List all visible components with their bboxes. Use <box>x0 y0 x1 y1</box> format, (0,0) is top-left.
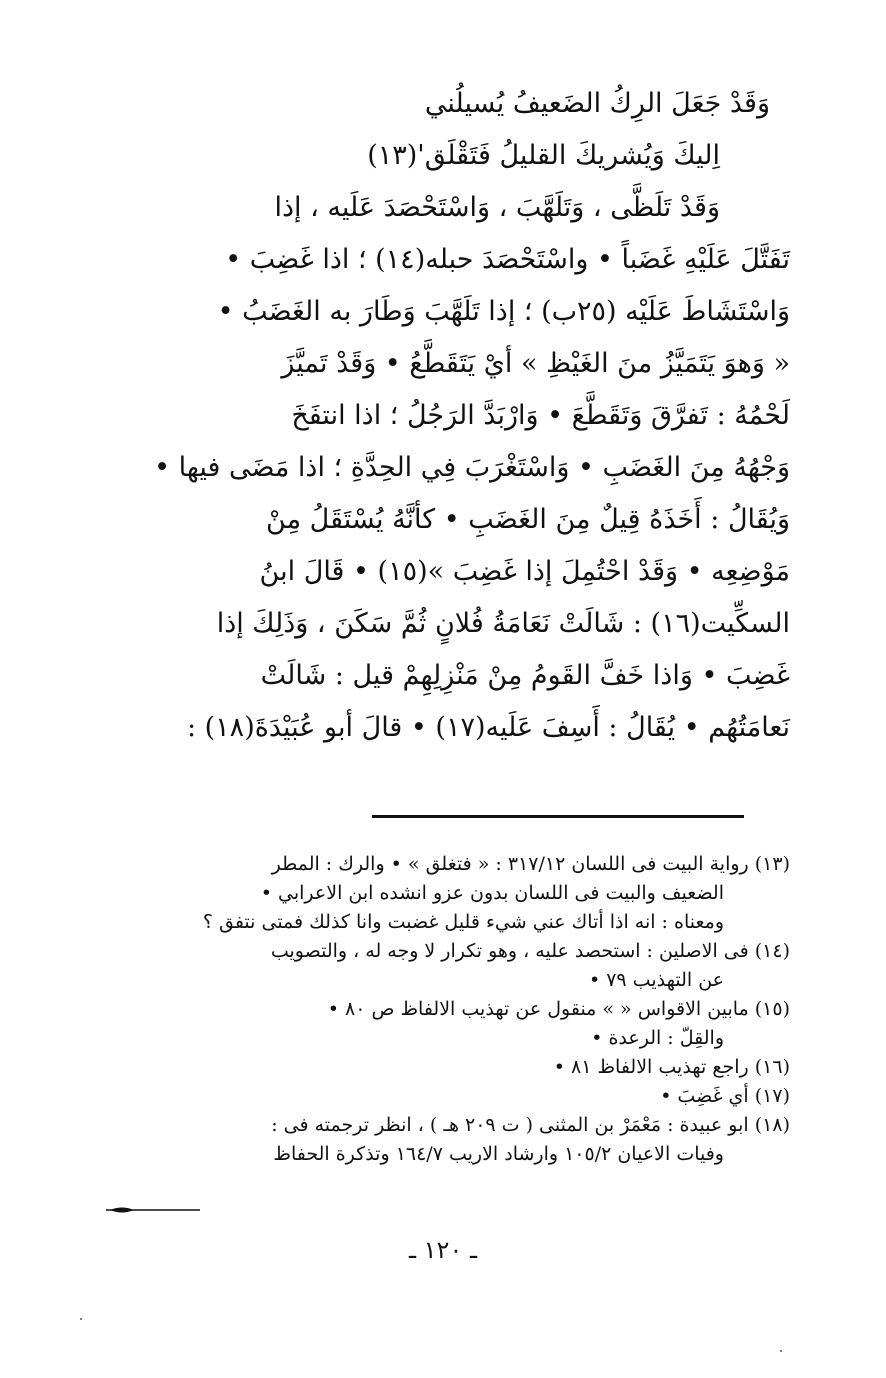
text-line-5: وَاسْتَشَاطَ عَلَيْه (٢٥ب) ؛ إذا تَلَهَّبَ وَطَارَ به الغَضَبُ • <box>217 296 790 327</box>
footnote-line: وفيات الاعيان ١٠٥/٢ وارشاد الاريب ١٦٤/٧ وتذكرة الحفاظ <box>273 1143 724 1165</box>
text-line-12: غَضِبَ • وَاذا خَفَّ القَومُ مِنْ مَنْزِلِهِمْ قيل : شَالَتْ <box>260 660 790 691</box>
footnote-line: (١٤) فى الاصلين : استحصد عليه ، وهو تكرار لا وجه له ، والتصويب <box>270 940 790 962</box>
ornament-end-mark <box>104 1205 202 1215</box>
footnote-line: والقِلّ : الرعدة • <box>591 1027 724 1049</box>
footnote-line: ومعناه : انه اذا أتاك عني شيء قليل غضبت وانا كذلك فمتى نتفق ؟ <box>202 911 724 933</box>
text-line-7: لَحْمُهُ : تَفرَّقَ وَتَقَطَّعَ • وَارْبَدَّ الرَجُلُ ؛ اذا انتفَخَ <box>291 400 790 431</box>
text-line-8: وَجْهُهُ مِنَ الغَضَبِ • وَاسْتَغْرَبَ فِي الحِدَّةِ ؛ اذا مَضَى فيها • <box>154 452 790 483</box>
text-line-4: تَفَتَّلَ عَلَيْهِ غَضَباً • واسْتَحْصَدَ حبله(١٤) ؛ اذا غَضِبَ • <box>225 244 790 275</box>
footnotes-block <box>100 850 790 1169</box>
text-line-10: مَوْضِعِه • وَقَدْ احْتُمِلَ إذا غَضِبَ »(١٥) • قَالَ ابنُ <box>259 556 790 587</box>
footnote-line: عن التهذيب ٧٩ • <box>588 969 724 991</box>
footnote-line: (١٥) مابين الاقواس « » منقول عن تهذيب الالفاظ ص ٨٠ • <box>327 998 790 1020</box>
text-line-3: وَقَدْ تَلَظَّى ، وَتَلَهَّبَ ، وَاسْتَحْصَدَ عَلَيه ، إذا <box>274 192 720 223</box>
footnote-line: (١٣) رواية البيت فى اللسان ٣١٧/١٢ : « فتغلق » • والرك : المطر <box>271 853 790 875</box>
text-line-11: السكِّيت(١٦) : شَالَتْ نَعَامَةُ فُلانٍ ثُمَّ سَكَنَ ، وَذَلِكَ إذا <box>216 608 790 639</box>
text-line-6: « وَهوَ يَتَمَيَّزُ منَ الغَيْظِ » أيْ يَتَقَطَّعُ • وَقَدْ تَميَّزَ <box>281 348 790 379</box>
paper-speck <box>780 1350 782 1352</box>
footnote-line: الضعيف والبيت فى اللسان بدون عزو انشده ابن الاعرابي • <box>260 882 724 904</box>
verse-line-1: وَقَدْ جَعَلَ الرِكُ الضَعيفُ يُسيلُني <box>424 88 770 119</box>
main-text-block <box>100 78 790 754</box>
text-line-9: وَيُقَالُ : أَخَذَهُ قِيلٌ مِنَ الغَضَبِ • كأنَّهُ يُسْتَقَلُ مِنْ <box>266 504 790 535</box>
page-number: ـ ١٢٠ ـ <box>408 1236 477 1264</box>
footnote-divider <box>372 815 744 818</box>
footnote-line: (١٦) راجع تهذيب الالفاظ ٨١ • <box>553 1056 790 1078</box>
footnote-line: (١٨) ابو عبيدة : مَعْمَرْ بن المثنى ( ت ٢٠٩ هـ ) ، انظر ترجمته فى : <box>271 1114 790 1136</box>
verse-line-2: اِليكَ وَيُشريكَ القليلُ فَتَقْلَق'(١٣) <box>367 140 720 171</box>
text-line-13: نَعامَتُهُم • يُقَالُ : أَسِفَ عَلَيه(١٧) • قالَ أبو عُبَيْدَةَ(١٨) : <box>186 712 790 743</box>
paper-speck <box>80 1318 82 1320</box>
footnote-line: (١٧) أي غَضِبَ • <box>660 1085 790 1107</box>
